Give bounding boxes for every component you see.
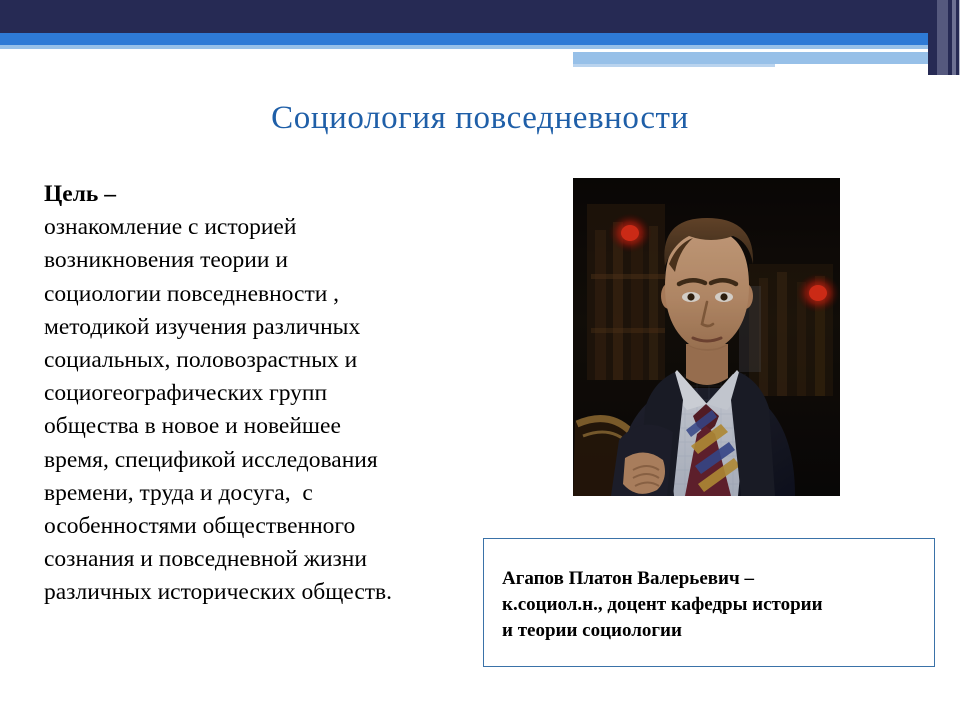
body-line-10: сознания и повседневной жизни <box>44 546 367 573</box>
body-line-3: методикой изучения различных <box>44 313 361 340</box>
header-stripe-0 <box>928 0 937 75</box>
caption-line-0: Агапов Платон Валерьевич – <box>502 568 754 589</box>
header-band-faint <box>573 64 775 67</box>
body-text-block <box>44 178 474 610</box>
slide-title: Социология повседневности <box>271 100 689 136</box>
header-band-pale-right <box>573 52 960 64</box>
body-line-7: время, спецификой исследования <box>44 446 378 473</box>
portrait-photo <box>573 178 840 496</box>
caption-text <box>502 566 927 644</box>
body-line-2: социологии повседневности , <box>44 280 340 307</box>
caption-box <box>483 538 935 667</box>
body-line-6: общества в новое и новейшее <box>44 413 341 440</box>
body-line-9: особенностями общественного <box>44 513 356 540</box>
body-line-4: социальных, половозрастных и <box>44 347 358 374</box>
header-band-navy <box>0 0 960 33</box>
header-stripe-1 <box>937 0 948 75</box>
body-line-8: времени, труда и досуга, с <box>44 479 313 506</box>
body-line-11: различных исторических обществ. <box>44 579 392 606</box>
caption-line-2: и теории социологии <box>502 620 682 641</box>
body-lead-label: Цель – <box>44 181 116 207</box>
body-line-0: ознакомление с историей <box>44 214 297 241</box>
header-decoration <box>0 0 960 75</box>
body-line-5: социогеографических групп <box>44 380 328 407</box>
header-band-white-cutoff <box>0 49 573 75</box>
caption-line-1: к.социол.н., доцент кафедры истории <box>502 594 823 615</box>
body-line-1: возникновения теории и <box>44 247 288 274</box>
header-band-blue <box>0 33 960 45</box>
portrait-photo-image <box>573 178 840 496</box>
body-paragraph <box>44 211 474 609</box>
